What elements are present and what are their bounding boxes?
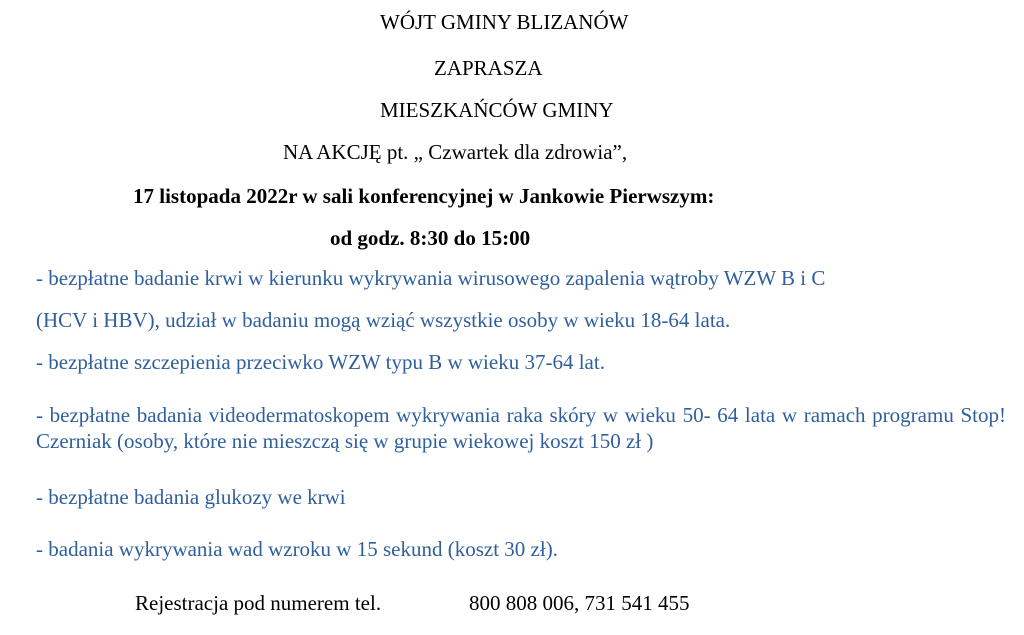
heading-wojt: WÓJT GMINY BLIZANÓW bbox=[380, 10, 629, 34]
offer-item-glucose-test: - bezpłatne badania glukozy we krwi bbox=[36, 485, 346, 509]
offer-item-vision-test: - badania wykrywania wad wzroku w 15 sekund (koszt 30 zł). bbox=[36, 537, 558, 561]
registration-label: Rejestracja pod numerem tel. bbox=[135, 591, 382, 615]
offer-item-skin-cancer-screening: - bezpłatne badania videodermatoskopem wykrywania raka skóry w wieku 50- 64 lata w ramach programu Stop! Czerniak (osoby, które nie mieszczą się w grupie wiekowej koszt 150 zł ) bbox=[36, 403, 1006, 453]
heading-zaprasza: ZAPRASZA bbox=[434, 56, 543, 80]
heading-akcja: NA AKCJĘ pt. „ Czwartek dla zdrowia”, bbox=[283, 140, 628, 164]
offer-item-blood-test: - bezpłatne badanie krwi w kierunku wykrywania wirusowego zapalenia wątroby WZW B i C bbox=[36, 266, 826, 290]
event-hours: od godz. 8:30 do 15:00 bbox=[330, 226, 531, 250]
offer-item-blood-test-continued: (HCV i HBV), udział w badaniu mogą wziąć wszystkie osoby w wieku 18-64 lata. bbox=[36, 308, 731, 332]
offer-item-vaccination: - bezpłatne szczepienia przeciwko WZW typu B w wieku 37-64 lat. bbox=[36, 350, 605, 374]
event-date-place: 17 listopada 2022r w sali konferencyjnej w Jankowie Pierwszym: bbox=[133, 184, 715, 208]
registration-phone-numbers: 800 808 006, 731 541 455 bbox=[469, 591, 690, 615]
heading-mieszkancy: MIESZKAŃCÓW GMINY bbox=[380, 98, 614, 122]
